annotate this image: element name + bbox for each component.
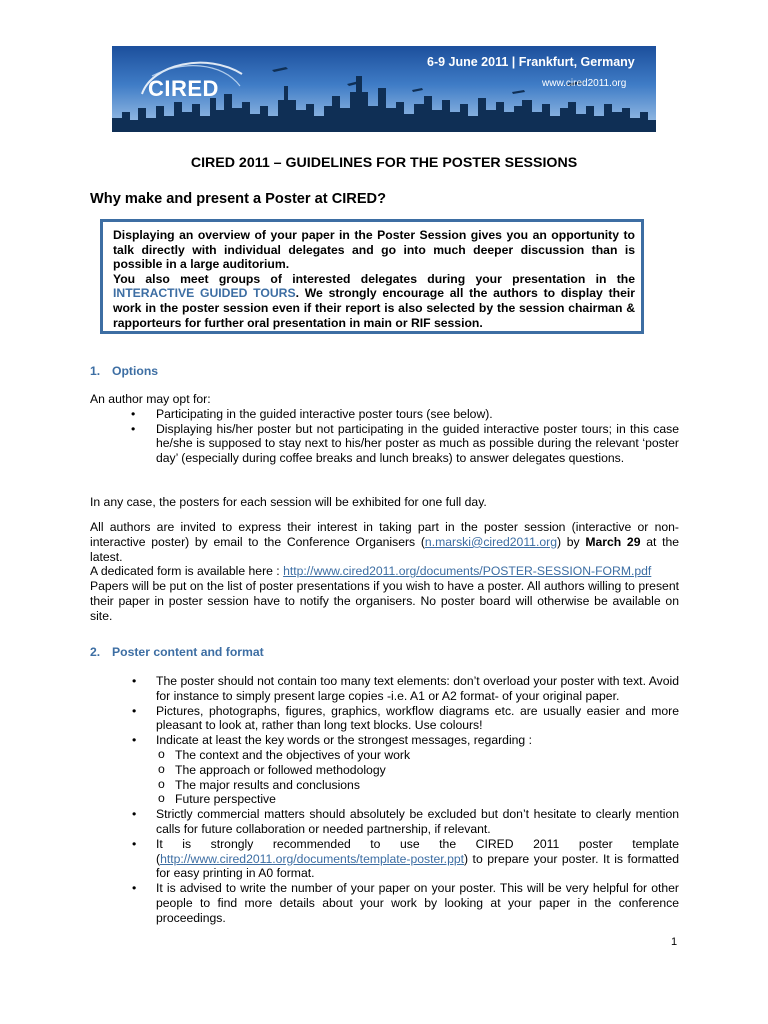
callout-paragraph-2 [113, 272, 635, 330]
interest-text [90, 520, 679, 564]
key-messages-sublist [156, 748, 679, 807]
event-url[interactable]: www.cired2011.org [542, 78, 627, 89]
list-item [90, 837, 679, 881]
section-1-body [90, 392, 679, 466]
options-list [90, 407, 679, 466]
list-item [90, 733, 679, 807]
sub-list-item: o The major results and conclusions [156, 778, 679, 793]
exhibit-text: In any case, the posters for each session will be exhibited for one full day. [90, 495, 487, 509]
form-text: A dedicated form is available here : [90, 564, 284, 579]
template-text: ) to prepare your poster. It is formatted for easy printing in A0 format. [156, 851, 679, 881]
registration-paragraph [90, 520, 679, 624]
poster-list-text: Papers will be put on the list of poster presentations if you wish to have a poster. All authors willing to present their paper in poster session have to notify the organisers. No poster board will otherwise be available on site. [90, 579, 679, 623]
list-item: • Participating in the guided interactive poster tours (see below). [90, 407, 679, 422]
sub-list-item: o The approach or followed methodology [156, 763, 679, 778]
list-item: • Strictly commercial matters should absolutely be excluded but don’t hesitate to clearly mention calls for future collaboration or needed partnership, if relevant. [90, 807, 679, 837]
interactive-tours-highlight: INTERACTIVE GUIDED TOURS [113, 286, 296, 301]
callout-paragraph-1: Displaying an overview of your paper in the Poster Session gives you an opportunity to talk directly with individual delegates and go into much deeper discussion than is possible in a large auditorium. [113, 228, 635, 272]
section-title: Options [112, 364, 159, 378]
section-2-heading [90, 645, 264, 659]
callout-text: You also meet groups of interested delegates during your presentation in the [113, 271, 635, 286]
sub-list-item: o The context and the objectives of your work [156, 748, 679, 763]
list-item: • Displaying his/her poster but not participating in the guided interactive poster tours; in this case he/she is supposed to stay next to his/her poster as much as possible during the relevant ‘poster day’ (especially during coffee breaks and lunch breaks) to answer delegates questions. [90, 422, 679, 466]
interest-text-part: ) by [556, 534, 586, 549]
organiser-email-link[interactable]: n.marski@cired2011.org [424, 534, 557, 549]
interest-text-part: All authors are invited to express their interest in taking part in the poster session (interactive or non-interactive poster) by email to the Conference Organisers ( [90, 520, 679, 549]
format-list [90, 674, 679, 926]
header-banner [112, 46, 656, 132]
cired-logo: CIRED [148, 76, 219, 101]
why-heading: Why make and present a Poster at CIRED? [90, 191, 387, 207]
event-date-location: 6-9 June 2011 | Frankfurt, Germany [427, 55, 635, 69]
section-1-heading [90, 364, 158, 378]
sub-list-item: o Future perspective [156, 792, 679, 807]
section-number: 1. [90, 364, 101, 378]
template-text: It is strongly recommended to use the CIRED 2011 poster template ( [156, 836, 679, 866]
list-item: • Pictures, photographs, figures, graphics, workflow diagrams etc. are usually easier and more pleasant to look at, rather than long text blocks. Use colours! [90, 704, 679, 734]
section-number: 2. [90, 645, 101, 659]
exhibit-paragraph [90, 495, 679, 510]
interest-text-part: at the latest. [90, 534, 680, 564]
template-link[interactable]: http://www.cired2011.org/documents/template-poster.ppt [160, 851, 465, 866]
options-intro: An author may opt for: [90, 392, 211, 406]
key-messages-text: Indicate at least the key words or the strongest messages, regarding : [156, 733, 532, 748]
form-line [90, 564, 679, 579]
intro-callout-box [100, 219, 644, 334]
deadline-date: March 29 [585, 534, 641, 549]
list-item: • It is advised to write the number of your paper on your poster. This will be very helpful for other people to find more details about your work by looking at your paper in the conference proceedings. [90, 881, 679, 925]
callout-text: . We strongly encourage all the authors to display their work in the poster session even if their report is also selected by the session chairman & rapporteurs for further oral presentation in main or RIF session. [113, 286, 635, 330]
section-title: Poster content and format [112, 645, 264, 659]
section-2-body [90, 674, 679, 926]
document-title: CIRED 2011 – GUIDELINES FOR THE POSTER SESSIONS [190, 155, 578, 171]
poster-form-link[interactable]: http://www.cired2011.org/documents/POSTER-SESSION-FORM.pdf [283, 564, 652, 579]
list-item: • The poster should not contain too many text elements: don’t overload your poster with text. Avoid for instance to simply present large copies -i.e. A1 or A2 format- of your original paper. [90, 674, 679, 704]
page-number: 1 [671, 936, 678, 948]
